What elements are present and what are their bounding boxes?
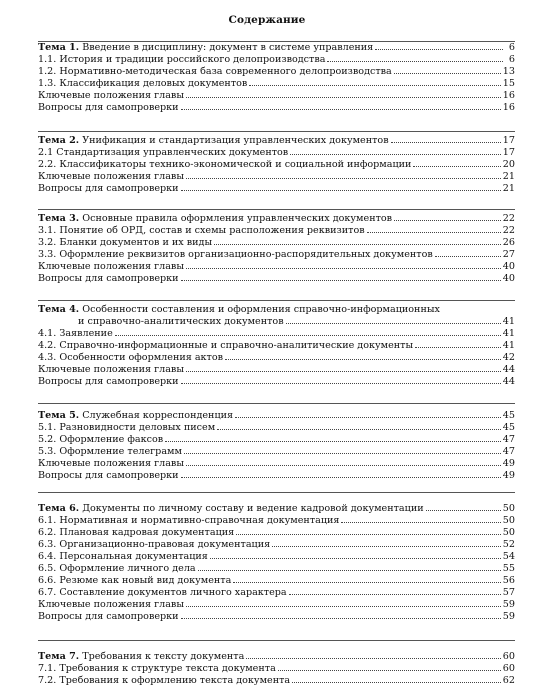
page-number: 27 (502, 249, 515, 260)
entry-title: 3.3. Оформление реквизитов организационно-распорядительных документов (38, 249, 433, 260)
toc-section-4 (38, 304, 515, 388)
section-divider (38, 640, 515, 641)
toc-entry[interactable] (38, 458, 515, 470)
toc-entry[interactable] (38, 422, 515, 434)
topic-title: Особенности составления и оформления справочно-информационных (82, 304, 440, 315)
toc-heading-row[interactable] (38, 410, 515, 422)
page-number: 21 (502, 171, 515, 182)
toc-section-2 (38, 135, 515, 195)
topic-number: Тема 5. (38, 410, 80, 421)
page-number: 42 (502, 352, 515, 363)
toc-section-6 (38, 503, 515, 623)
entry-title: 6.6. Резюме как новый вид документа (38, 575, 232, 586)
toc-entry[interactable] (38, 66, 515, 78)
page-number: 45 (502, 422, 515, 433)
toc-section-1 (38, 42, 515, 114)
toc-entry[interactable] (38, 249, 515, 261)
page-number: 22 (502, 225, 515, 236)
page-number: 41 (502, 328, 515, 339)
toc-entry[interactable] (38, 90, 515, 102)
entry-title: 4.2. Справочно-информационные и справочно-аналитические документы (38, 340, 414, 351)
page-number: 62 (502, 675, 515, 686)
page-number: 22 (502, 213, 515, 224)
page-number: 41 (502, 316, 515, 327)
toc-entry[interactable] (38, 563, 515, 575)
toc-entry[interactable] (38, 675, 515, 687)
page-number: 60 (502, 651, 515, 662)
entry-title: 1.3. Классификация деловых документов (38, 78, 248, 89)
entry-title: 5.2. Оформление факсов (38, 434, 164, 445)
toc-entry[interactable] (38, 340, 515, 352)
toc-entry[interactable] (38, 551, 515, 563)
page-title: Содержание (228, 14, 306, 26)
toc-entry[interactable] (38, 470, 515, 482)
entry-title: 6.2. Плановая кадровая документация (38, 527, 235, 538)
page-number: 59 (502, 611, 515, 622)
page-number: 52 (502, 539, 515, 550)
page-number: 47 (502, 434, 515, 445)
toc-entry[interactable] (38, 575, 515, 587)
toc-entry[interactable] (38, 587, 515, 599)
entry-title: 4.1. Заявление (38, 328, 113, 339)
entry-title: Ключевые положения главы (38, 261, 184, 272)
toc-entry[interactable] (38, 273, 515, 285)
entry-title: Вопросы для самопроверки (38, 611, 179, 622)
entry-title: Вопросы для самопроверки (38, 470, 179, 481)
page-number: 54 (502, 551, 515, 562)
toc-heading-row[interactable] (38, 42, 515, 54)
entry-title: Вопросы для самопроверки (38, 183, 179, 194)
topic-title: Требования к тексту документа (82, 651, 245, 662)
section-divider (38, 492, 515, 493)
page-number: 16 (502, 90, 515, 101)
topic-number: Тема 3. (38, 213, 80, 224)
toc-entry[interactable] (38, 183, 515, 195)
entry-title: Ключевые положения главы (38, 458, 184, 469)
entry-title: 6.7. Составление документов личного характера (38, 587, 287, 598)
entry-title: 7.2. Требования к оформлению текста документа (38, 675, 291, 686)
entry-title: 4.3. Особенности оформления актов (38, 352, 224, 363)
entry-title: 2.2. Классификаторы технико-экономической и социальной информации (38, 159, 412, 170)
entry-title: 1.2. Нормативно-методическая база современного делопроизводства (38, 66, 392, 77)
topic-number: Тема 2. (38, 135, 80, 146)
page-number: 20 (502, 159, 515, 170)
entry-title: 3.1. Понятие об ОРД, состав и схемы расположения реквизитов (38, 225, 365, 236)
topic-number: Тема 4. (38, 304, 80, 315)
topic-number: Тема 7. (38, 651, 80, 662)
toc-entry[interactable] (38, 225, 515, 237)
toc-entry[interactable] (38, 527, 515, 539)
section-divider (38, 209, 515, 210)
toc-entry[interactable] (38, 364, 515, 376)
toc-entry[interactable] (38, 171, 515, 183)
toc-heading-row[interactable] (38, 213, 515, 225)
page-number: 59 (502, 599, 515, 610)
toc-entry[interactable] (38, 446, 515, 458)
page-number: 41 (502, 340, 515, 351)
page-number: 50 (502, 527, 515, 538)
toc-entry[interactable] (38, 147, 515, 159)
topic-title: Унификация и стандартизация управленческих документов (82, 135, 389, 146)
toc-entry[interactable] (38, 159, 515, 171)
page-number: 17 (502, 135, 515, 146)
topic-number: Тема 6. (38, 503, 80, 514)
toc-section-3 (38, 213, 515, 285)
page-number: 21 (502, 183, 515, 194)
toc-entry[interactable] (38, 237, 515, 249)
page-number: 6 (508, 54, 515, 65)
toc-section-5 (38, 410, 515, 482)
toc-entry[interactable] (38, 663, 515, 675)
entry-title: 2.1 Стандартизация управленческих документов (38, 147, 289, 158)
page-number: 13 (502, 66, 515, 77)
page-number: 47 (502, 446, 515, 457)
entry-title: 5.1. Разновидности деловых писем (38, 422, 216, 433)
toc-entry[interactable] (38, 54, 515, 66)
entry-title: 6.3. Организационно-правовая документация (38, 539, 271, 550)
entry-title: 6.4. Персональная документация (38, 551, 208, 562)
page-number: 49 (502, 470, 515, 481)
toc-heading-row[interactable] (38, 651, 515, 663)
entry-title: 5.3. Оформление телеграмм (38, 446, 182, 457)
page-number: 50 (502, 515, 515, 526)
page-number: 44 (502, 376, 515, 387)
page-number: 56 (502, 575, 515, 586)
toc-entry[interactable] (38, 611, 515, 623)
entry-title: Вопросы для самопроверки (38, 102, 179, 113)
page-number: 15 (502, 78, 515, 89)
toc-entry[interactable] (38, 515, 515, 527)
page-number: 16 (502, 102, 515, 113)
topic-title: Документы по личному составу и ведение кадровой документации (82, 503, 424, 514)
toc-entry[interactable] (38, 434, 515, 446)
entry-title: Вопросы для самопроверки (38, 273, 179, 284)
entry-title: 6.5. Оформление личного дела (38, 563, 196, 574)
page-number: 17 (502, 147, 515, 158)
entry-title: Ключевые положения главы (38, 364, 184, 375)
toc-heading-continuation[interactable] (38, 316, 515, 328)
page-number: 40 (502, 261, 515, 272)
toc-entry[interactable] (38, 376, 515, 388)
page-number: 50 (502, 503, 515, 514)
toc-entry[interactable] (38, 78, 515, 90)
page-number: 57 (502, 587, 515, 598)
toc-heading-row[interactable] (38, 304, 515, 316)
topic-title-continuation: и справочно-аналитических документов (78, 316, 284, 327)
page-number: 44 (502, 364, 515, 375)
toc-entry[interactable] (38, 539, 515, 551)
toc-heading-row[interactable] (38, 135, 515, 147)
entry-title: Ключевые положения главы (38, 599, 184, 610)
toc-entry[interactable] (38, 328, 515, 340)
section-divider (38, 403, 515, 404)
page-number: 60 (502, 663, 515, 674)
topic-title: Введение в дисциплину: документ в системе управления (82, 42, 374, 53)
entry-title: 3.2. Бланки документов и их виды (38, 237, 213, 248)
toc-entry[interactable] (38, 261, 515, 273)
entry-title: 7.1. Требования к структуре текста документа (38, 663, 276, 674)
entry-title: Ключевые положения главы (38, 171, 184, 182)
entry-title: 6.1. Нормативная и нормативно-справочная документация (38, 515, 340, 526)
page-number: 26 (502, 237, 515, 248)
page-number: 45 (502, 410, 515, 421)
page-number: 40 (502, 273, 515, 284)
entry-title: 1.1. История и традиции российского делопроизводства (38, 54, 326, 65)
entry-title: Вопросы для самопроверки (38, 376, 179, 387)
page-number: 55 (502, 563, 515, 574)
toc-section-7 (38, 651, 515, 687)
entry-title: Ключевые положения главы (38, 90, 184, 101)
topic-title: Служебная корреспонденция (82, 410, 234, 421)
topic-number: Тема 1. (38, 42, 80, 53)
toc-heading-row[interactable] (38, 503, 515, 515)
topic-title: Основные правила оформления управленческих документов (82, 213, 393, 224)
toc-entry[interactable] (38, 352, 515, 364)
toc-entry[interactable] (38, 102, 515, 114)
section-divider (38, 300, 515, 301)
page-number: 6 (508, 42, 515, 53)
page-number: 49 (502, 458, 515, 469)
toc-entry[interactable] (38, 599, 515, 611)
section-divider (38, 131, 515, 132)
